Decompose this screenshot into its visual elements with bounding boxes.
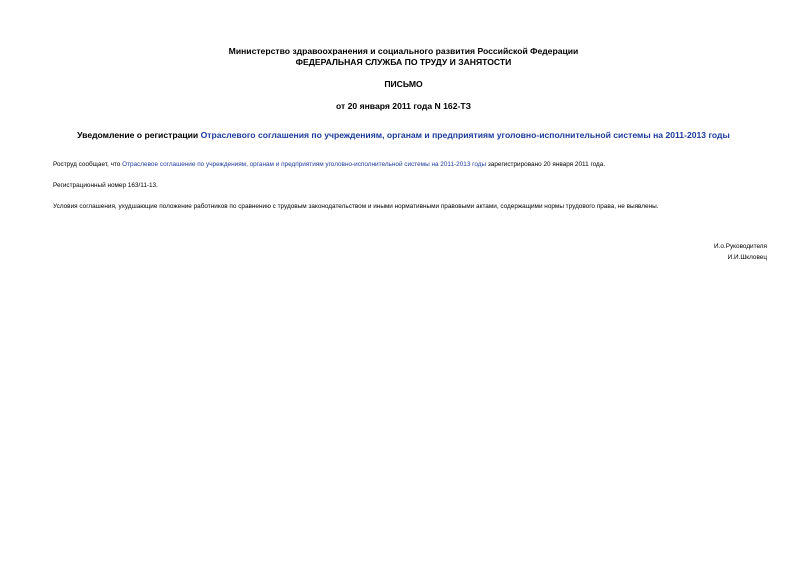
paragraph-3: Условия соглашения, ухудшающие положение работников по сравнению с трудовым законодательством и иными нормативными правовыми актами, содержащими нормы трудового права, не выявлены. — [53, 203, 659, 210]
document-title — [0, 130, 807, 141]
p1-prefix: Роструд сообщает, что — [53, 161, 123, 168]
agreement-body-link[interactable]: Отраслевое соглашение по учреждениям, органам и предприятиям уголовно-исполнительной системы на 2011-2013 годы — [122, 161, 487, 168]
signature-position: И.о.Руководителя — [714, 243, 767, 250]
doc-type-heading: ПИСЬМО — [384, 79, 423, 89]
title-prefix: Уведомление о регистрации — [77, 130, 201, 140]
signature-name: И.И.Шкловец — [727, 254, 767, 261]
agreement-title-link[interactable]: Отраслевого соглашения по учреждениям, органам и предприятиям уголовно-исполнительной системы на 2011-2013 годы — [200, 130, 730, 140]
p1-suffix: зарегистрировано 20 января 2011 года. — [486, 161, 606, 168]
paragraph-2: Регистрационный номер 163/11-13. — [53, 182, 158, 189]
date-number-heading: от 20 января 2011 года N 162-ТЗ — [336, 101, 471, 111]
ministry-heading: Министерство здравоохранения и социального развития Российской Федерации — [228, 46, 579, 56]
service-heading: ФЕДЕРАЛЬНАЯ СЛУЖБА ПО ТРУДУ И ЗАНЯТОСТИ — [295, 57, 512, 67]
paragraph-1 — [53, 160, 605, 169]
